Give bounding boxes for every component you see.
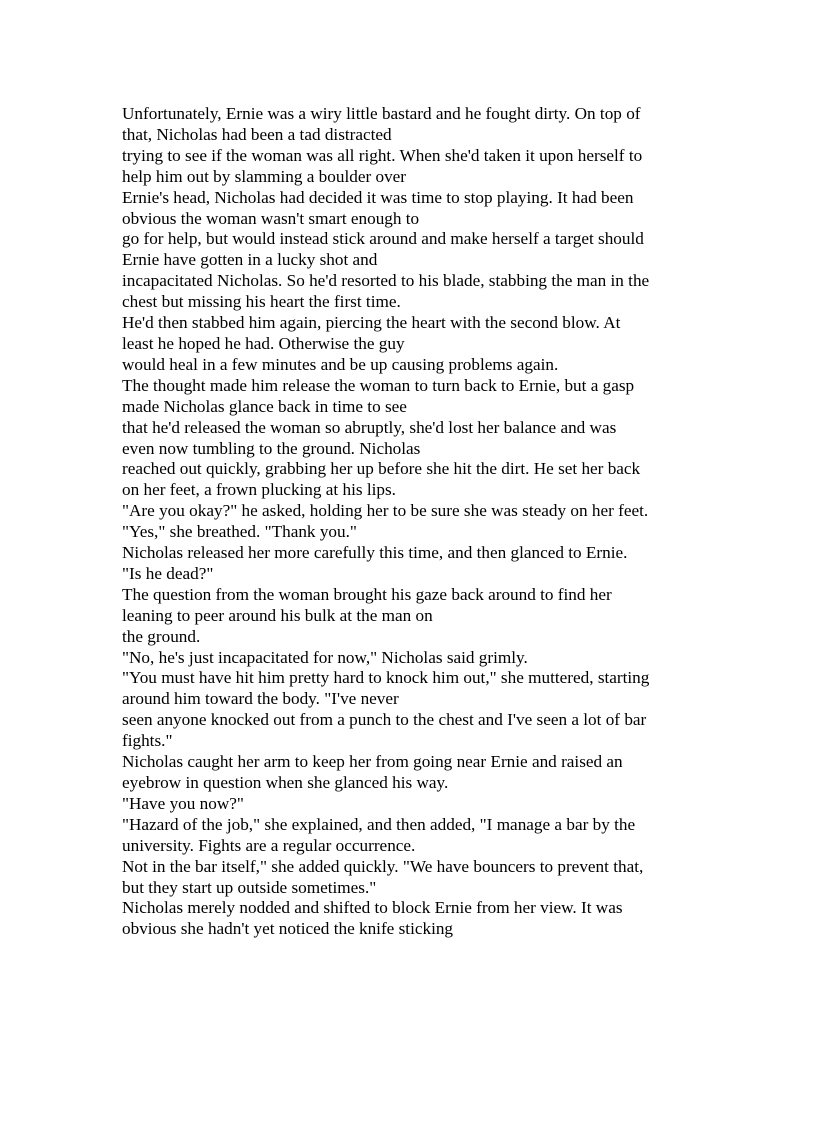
text-line: "Is he dead?" (122, 563, 214, 583)
text-line: go for help, but would instead stick around and make herself a target should (122, 229, 644, 249)
text-line: He'd then stabbed him again, piercing the heart with the second blow. At (122, 313, 621, 333)
paragraph (122, 815, 707, 857)
text-line: least he hoped he had. Otherwise the guy (122, 333, 405, 353)
paragraph (122, 857, 707, 899)
text-line: Nicholas caught her arm to keep her from going near Ernie and raised an (122, 752, 623, 772)
text-line: university. Fights are a regular occurrence. (122, 835, 416, 855)
paragraph (122, 104, 707, 313)
text-line: that he'd released the woman so abruptly, she'd lost her balance and was (122, 417, 617, 437)
paragraph (122, 376, 707, 501)
text-line: on her feet, a frown plucking at his lips. (122, 480, 396, 500)
text-line: even now tumbling to the ground. Nicholas (122, 438, 421, 458)
text-line: that, Nicholas had been a tad distracted (122, 124, 392, 144)
document-body-text (122, 104, 707, 940)
text-line: seen anyone knocked out from a punch to the chest and I've seen a lot of bar (122, 710, 647, 730)
paragraph (122, 794, 707, 815)
paragraph (122, 668, 707, 752)
paragraph (122, 313, 707, 376)
text-line: "No, he's just incapacitated for now," Nicholas said grimly. (122, 647, 528, 667)
paragraph (122, 898, 707, 940)
text-line: "Hazard of the job," she explained, and then added, "I manage a bar by the (122, 814, 636, 834)
text-line: leaning to peer around his bulk at the man on (122, 605, 433, 625)
text-line: The question from the woman brought his gaze back around to find her (122, 584, 612, 604)
text-line: The thought made him release the woman to turn back to Ernie, but a gasp (122, 375, 635, 395)
text-line: incapacitated Nicholas. So he'd resorted to his blade, stabbing the man in the (122, 271, 650, 291)
text-line: Ernie have gotten in a lucky shot and (122, 250, 378, 270)
paragraph (122, 543, 707, 564)
text-line: reached out quickly, grabbing her up before she hit the dirt. He set her back (122, 459, 641, 479)
text-line: but they start up outside sometimes." (122, 877, 377, 897)
text-line: chest but missing his heart the first time. (122, 292, 401, 312)
text-line: "You must have hit him pretty hard to knock him out," she muttered, starting (122, 668, 650, 688)
text-line: trying to see if the woman was all right. When she'd taken it upon herself to (122, 145, 643, 165)
text-line: "Have you now?" (122, 793, 244, 813)
text-line: the ground. (122, 626, 201, 646)
text-line: Unfortunately, Ernie was a wiry little bastard and he fought dirty. On top of (122, 104, 641, 123)
paragraph (122, 501, 707, 522)
paragraph (122, 752, 707, 794)
text-line: around him toward the body. "I've never (122, 689, 399, 709)
text-line: help him out by slamming a boulder over (122, 166, 407, 186)
text-line: Nicholas released her more carefully this time, and then glanced to Ernie. (122, 543, 628, 563)
text-line: made Nicholas glance back in time to see (122, 396, 407, 416)
text-line: "Yes," she breathed. "Thank you." (122, 522, 357, 542)
paragraph (122, 522, 707, 543)
text-line: Ernie's head, Nicholas had decided it was time to stop playing. It had been (122, 187, 634, 207)
text-line: Nicholas merely nodded and shifted to block Ernie from her view. It was (122, 898, 623, 918)
text-line: eyebrow in question when she glanced his way. (122, 773, 449, 792)
paragraph (122, 564, 707, 585)
paragraph (122, 585, 707, 648)
text-line: Not in the bar itself," she added quickly. "We have bouncers to prevent that, (122, 856, 644, 876)
text-line: "Are you okay?" he asked, holding her to be sure she was steady on her feet. (122, 501, 649, 521)
text-line: would heal in a few minutes and be up causing problems again. (122, 354, 559, 374)
text-line: fights." (122, 731, 173, 751)
paragraph (122, 648, 707, 669)
text-line: obvious she hadn't yet noticed the knife sticking (122, 919, 454, 939)
text-line: obvious the woman wasn't smart enough to (122, 208, 420, 228)
